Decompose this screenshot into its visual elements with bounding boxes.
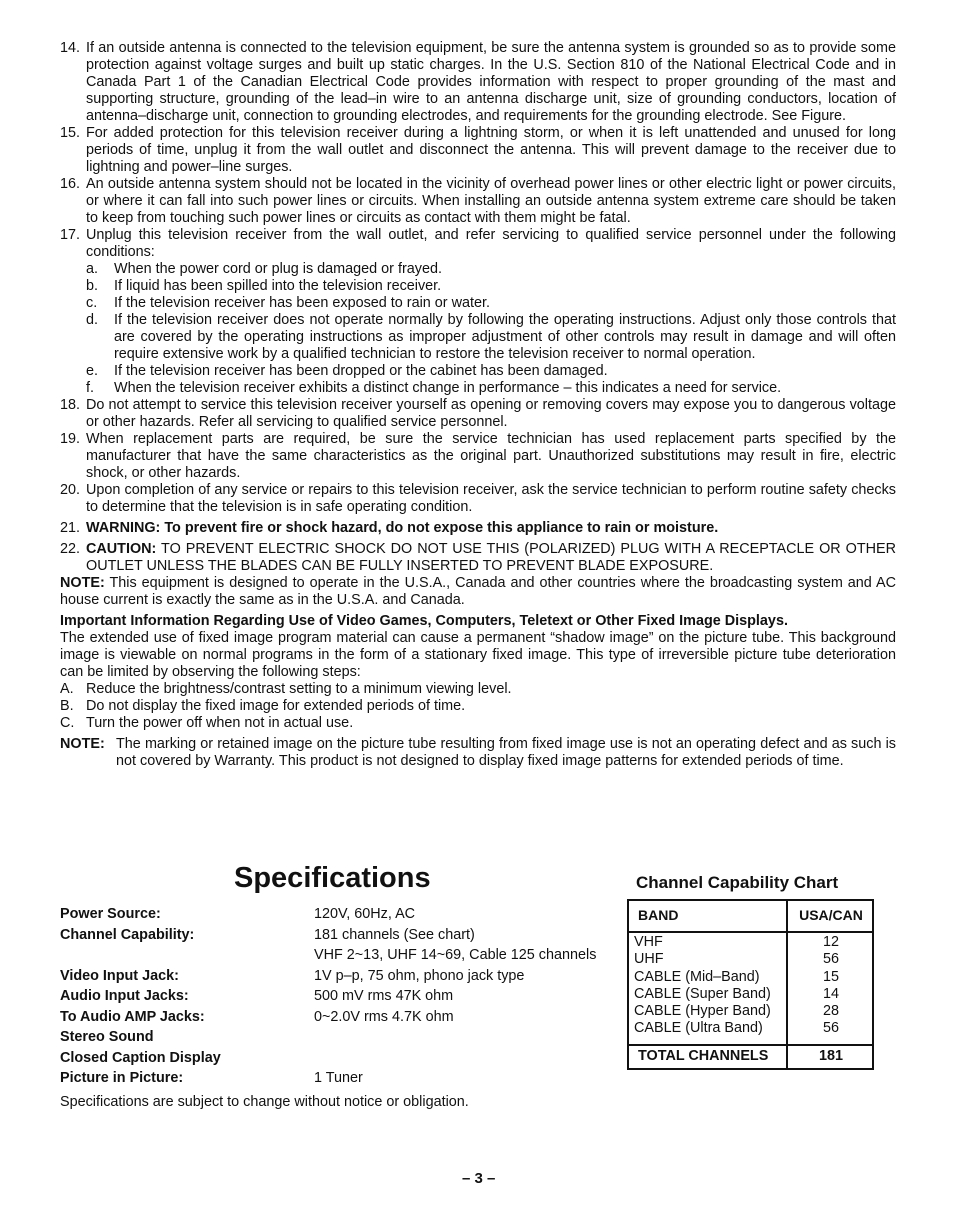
band-name: VHF [634, 934, 663, 950]
step-text: Reduce the brightness/contrast setting to a minimum viewing level. [86, 681, 512, 697]
note-body: The marking or retained image on the picture tube resulting from fixed image use is not an operating defect and as such is not covered by Warranty. This product is not designed to display fixed image patterns for extended periods of time. [116, 736, 896, 769]
note-label: NOTE: [60, 736, 105, 752]
note-label: NOTE: [60, 575, 105, 591]
step-text: Turn the power off when not in actual use. [86, 715, 354, 731]
spec-label: Video Input Jack: [60, 967, 179, 984]
condition-letter: f. [86, 380, 94, 396]
note-body: This equipment is designed to operate in the U.S.A., Canada and other countries where the broadcasting system and AC house current is exactly the same as in the U.S.A. and Canada. [60, 575, 896, 608]
condition-letter: a. [86, 261, 99, 277]
step-letter: C. [60, 715, 75, 731]
item-number: 21. [60, 520, 81, 536]
condition-text: If liquid has been spilled into the television receiver. [114, 278, 442, 294]
condition-text: When the television receiver exhibits a distinct change in performance – this indicates a need for service. [114, 380, 782, 396]
item-number: 18. [60, 397, 81, 413]
important-body: The extended use of fixed image program material can cause a permanent “shadow image” on the picture tube. This background image is viewable on normal programs in the form of a stationary fixed image. This type of irreversible picture tube deterioration can be limited by observing the following steps: [60, 630, 896, 680]
warning-text: WARNING: To prevent fire or shock hazard, do not expose this appliance to rain or moisture. [86, 520, 719, 536]
band-name: CABLE (Super Band) [634, 985, 771, 1002]
item-text: An outside antenna system should not be located in the vicinity of overhead power lines or other electric light or power circuits, or where it can fall into such power lines or circuits. When installing an outside antenna system extreme care should be taken to keep from touching such power lines or circuits as contact with them might be fatal. [86, 176, 896, 226]
condition-text: When the power cord or plug is damaged or frayed. [114, 261, 442, 277]
condition-item [86, 312, 896, 363]
specifications-title: Specifications [234, 862, 431, 894]
channel-chart-title: Channel Capability Chart [636, 873, 839, 892]
page-number: – 3 – [462, 1170, 496, 1187]
item-number: 20. [60, 482, 81, 498]
safety-item [60, 397, 896, 431]
item-21 [60, 520, 896, 537]
step-text: Do not display the fixed image for extended periods of time. [86, 698, 466, 714]
spec-label: Audio Input Jacks: [60, 988, 189, 1004]
band-name: CABLE (Ultra Band) [634, 1020, 763, 1037]
caution-body: TO PREVENT ELECTRIC SHOCK DO NOT USE THIS (POLARIZED) PLUG WITH A RECEPTACLE OR OTHER OUTLET UNLESS THE BLADES CAN BE FULLY INSERTED TO PREVENT BLADE EXPOSURE. [86, 541, 896, 574]
spec-footnote: Specifications are subject to change without notice or obligation. [60, 1094, 469, 1110]
spec-label: Stereo Sound [60, 1029, 154, 1045]
spec-value: 1 Tuner [314, 1070, 363, 1086]
condition-item [86, 363, 896, 380]
spec-label: Channel Capability: [60, 926, 195, 943]
item-text: Unplug this television receiver from the wall outlet, and refer servicing to qualified service personnel under the following conditions: [86, 227, 896, 260]
spec-label: Power Source: [60, 906, 161, 922]
step-item [60, 698, 896, 715]
step-letter: A. [60, 681, 74, 697]
condition-item [86, 278, 896, 295]
condition-item [86, 380, 896, 397]
safety-instructions [60, 40, 896, 770]
band-value: 12 [822, 934, 839, 950]
total-value: 181 [818, 1048, 843, 1064]
band-column [634, 934, 771, 1038]
item-number: 16. [60, 176, 81, 192]
note-broadcast [60, 575, 896, 609]
item-text: Do not attempt to service this television receiver yourself as opening or removing covers may expose you to dangerous voltage or other hazards. Refer all servicing to qualified service personnel. [86, 397, 896, 430]
spec-value: VHF 2~13, UHF 14~69, Cable 125 channels [314, 947, 597, 963]
step-item [60, 681, 896, 698]
condition-letter: b. [86, 278, 99, 294]
spec-label [60, 945, 221, 966]
spec-label: Picture in Picture: [60, 1070, 184, 1086]
band-name: UHF [634, 951, 664, 968]
item-22 [60, 541, 896, 575]
safety-item [60, 431, 896, 482]
condition-letter: c. [86, 295, 98, 311]
band-value: 56 [822, 951, 839, 968]
band-value: 28 [822, 1003, 839, 1020]
step-item [60, 715, 896, 732]
spec-label: To Audio AMP Jacks: [60, 1008, 205, 1025]
condition-text: If the television receiver has been exposed to rain or water. [114, 295, 490, 311]
safety-item [60, 227, 896, 261]
band-header: BAND [638, 907, 679, 923]
spec-value: 181 channels (See chart) [314, 926, 475, 943]
spec-value [314, 1048, 596, 1069]
item-number: 19. [60, 431, 81, 447]
caution-label: CAUTION: [86, 541, 157, 557]
band-value: 15 [822, 968, 839, 985]
chart-total-row [629, 1044, 872, 1068]
spec-value: 120V, 60Hz, AC [314, 906, 416, 922]
item-text: For added protection for this television receiver during a lightning storm, or when it is left unattended and unused for long periods of time, unplug it from the wall outlet and disconnect the antenna. This will prevent damage to the receiver due to lightning and power–line surges. [86, 125, 896, 175]
safety-item [60, 40, 896, 125]
safety-item [60, 176, 896, 227]
step-letter: B. [60, 698, 74, 714]
item-number: 15. [60, 125, 81, 141]
caution-text [86, 541, 896, 575]
condition-letter: d. [86, 312, 99, 328]
condition-text: If the television receiver does not operate normally by following the operating instructions. Adjust only those controls that are covered by the operating instructions as improper adjustment of other controls may result in damage and will often require extensive work by a qualified technician to restore the television receiver to normal operation. [114, 312, 896, 362]
spec-value: 0~2.0V rms 4.7K ohm [314, 1008, 454, 1025]
band-name: CABLE (Mid–Band) [634, 968, 760, 985]
safety-item [60, 125, 896, 176]
item-number: 14. [60, 40, 81, 56]
band-value: 14 [822, 985, 839, 1002]
band-value: 56 [822, 1020, 839, 1037]
condition-text: If the television receiver has been dropped or the cabinet has been damaged. [114, 363, 608, 379]
band-name: CABLE (Hyper Band) [634, 1003, 771, 1020]
item-text: When replacement parts are required, be sure the service technician has used replacement parts specified by the manufacturer that have the same characteristics as the original part. Unauthorized substitutions may result in fire, electric shock, or other hazards. [86, 431, 896, 481]
spec-value: 1V p–p, 75 ohm, phono jack type [314, 967, 525, 984]
condition-item [86, 295, 896, 312]
condition-letter: e. [86, 363, 99, 379]
spec-value: 500 mV rms 47K ohm [314, 988, 454, 1004]
channel-capability-chart [627, 899, 874, 1070]
spec-label: Closed Caption Display [60, 1049, 221, 1066]
important-heading: Important Information Regarding Use of Video Games, Computers, Teletext or Other Fixed Image Displays. [60, 613, 788, 629]
item-number: 22. [60, 541, 81, 557]
item-text: Upon completion of any service or repairs to this television receiver, ask the service technician to perform routine safety checks to determine that the television is in safe operating condition. [86, 482, 896, 515]
spec-values [314, 904, 596, 1089]
total-label: TOTAL CHANNELS [638, 1048, 769, 1064]
item-number: 17. [60, 227, 81, 243]
safety-item [60, 482, 896, 516]
spec-labels [60, 904, 221, 1089]
spec-value [314, 1027, 596, 1048]
usa-can-header: USA/CAN [799, 907, 863, 923]
value-column [788, 934, 874, 1038]
note-fixed-image [60, 736, 896, 770]
item-text: If an outside antenna is connected to the television equipment, be sure the antenna system is grounded so as to provide some protection against voltage surges and built up static charges. In the U.S. Section 810 of the National Electrical Code and in Canada Part 1 of the Canadian Electrical Code provides information with respect to proper grounding of the mast and supporting structure, grounding of the lead–in wire to an antenna discharge unit, size of grounding conductors, location of antenna–discharge unit, connection to grounding electrodes, and requirements for the grounding electrode. See Figure. [86, 40, 896, 124]
condition-item [86, 261, 896, 278]
